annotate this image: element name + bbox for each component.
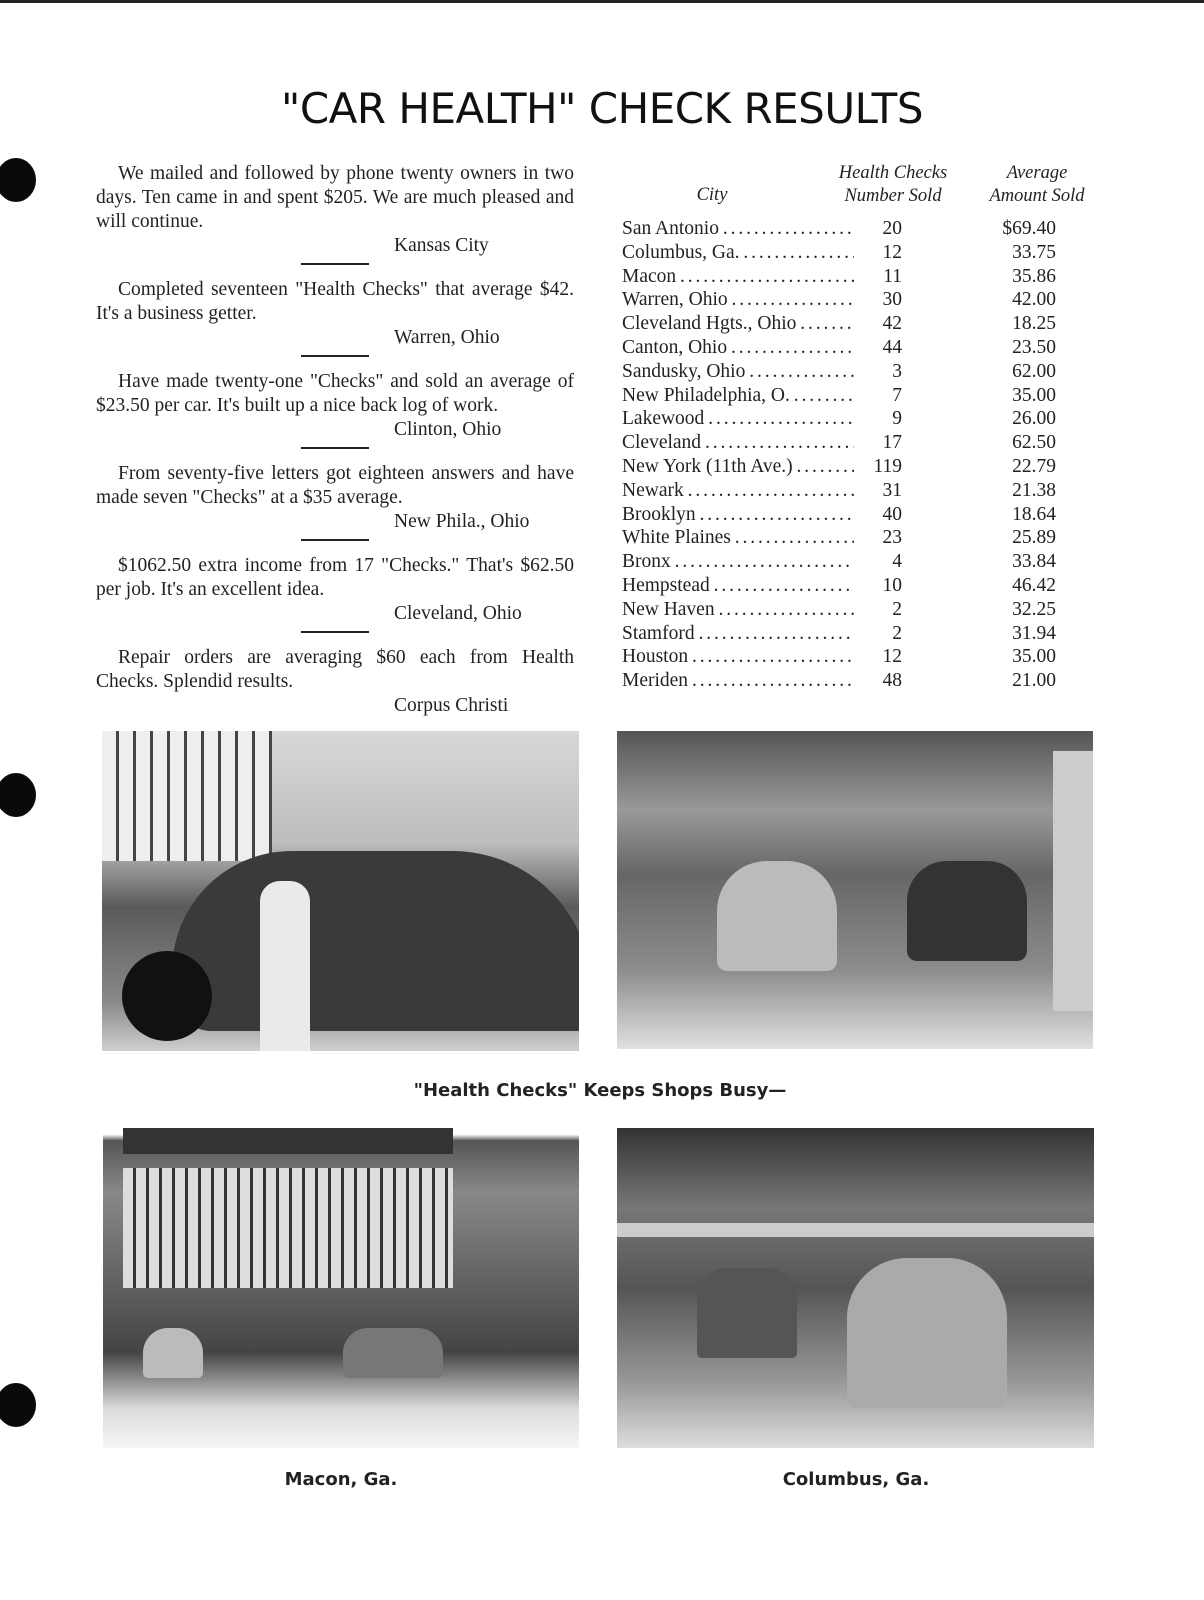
photo-garage-interior xyxy=(617,731,1093,1049)
table-row xyxy=(622,622,1102,646)
row-average-amount: 42.00 xyxy=(1012,289,1056,311)
testimonial-text: Have made twenty-one "Checks" and sold an average of $23.50 per car. It's built up a nice back log of work. xyxy=(96,371,574,416)
row-number-sold: 44 xyxy=(882,337,902,358)
row-number-sold: 48 xyxy=(882,670,902,692)
separator-rule xyxy=(301,631,369,633)
table-row xyxy=(622,574,1102,598)
row-average-amount: 21.00 xyxy=(1012,670,1056,692)
row-average-amount: 32.25 xyxy=(1012,598,1056,620)
row-average-amount: 25.89 xyxy=(1012,527,1056,549)
row-number-sold: 3 xyxy=(892,360,902,382)
row-city: Hempstead . . . xyxy=(622,574,854,598)
row-city: Columbus, Ga. . . . xyxy=(622,241,854,265)
table-row xyxy=(622,598,1102,622)
row-number-sold: 4 xyxy=(892,551,902,573)
page-title: "CAR HEALTH" CHECK RESULTS xyxy=(281,84,923,133)
punch-hole xyxy=(0,1383,36,1427)
testimonial-text: Repair orders are averaging $60 each from Health Checks. Splendid results. xyxy=(96,647,574,692)
photo-columbus-garage xyxy=(617,1128,1094,1448)
row-city: Macon . . . xyxy=(622,265,854,289)
row-number-sold: 119 xyxy=(873,456,902,477)
table-row xyxy=(622,241,1102,265)
testimonial-source: Clinton, Ohio xyxy=(394,419,502,440)
row-city: Cleveland Hgts., Ohio . . . xyxy=(622,312,854,336)
row-number-sold: 42 xyxy=(882,313,902,335)
row-average-amount: 35.00 xyxy=(1012,384,1056,406)
row-city: Brooklyn . . . xyxy=(622,503,854,527)
testimonial-source: Corpus Christi xyxy=(394,695,509,716)
row-number-sold: 31 xyxy=(882,479,902,501)
table-row xyxy=(622,384,1102,408)
table-row xyxy=(622,360,1102,384)
table-row xyxy=(622,550,1102,574)
header-city: City xyxy=(696,185,728,205)
separator-rule xyxy=(301,263,369,265)
punch-hole xyxy=(0,158,36,202)
row-average-amount: $69.40 xyxy=(1002,218,1056,239)
row-average-amount: 46.42 xyxy=(1012,575,1056,596)
photo-mechanic-with-car xyxy=(102,731,579,1051)
row-average-amount: 35.86 xyxy=(1012,265,1056,287)
row-average-amount: 33.75 xyxy=(1012,241,1056,263)
row-average-amount: 62.00 xyxy=(1012,360,1056,382)
row-number-sold: 7 xyxy=(892,384,902,406)
row-city: Stamford . . . xyxy=(622,622,854,646)
row-city: Cleveland . . . xyxy=(622,431,854,455)
row-city: Meriden . . . xyxy=(622,669,854,693)
row-number-sold: 20 xyxy=(882,218,902,239)
table-row xyxy=(622,312,1102,336)
caption-macon: Macon, Ga. xyxy=(284,1469,398,1490)
row-city: Lakewood . . . xyxy=(622,407,854,431)
table-row xyxy=(622,336,1102,360)
header-checks-2: Number Sold xyxy=(844,186,942,206)
table-row xyxy=(622,217,1102,241)
row-city: Sandusky, Ohio . . . xyxy=(622,360,854,384)
row-number-sold: 30 xyxy=(882,289,902,311)
testimonial-source: Warren, Ohio xyxy=(394,327,500,348)
row-average-amount: 33.84 xyxy=(1012,551,1056,573)
row-city: New Haven . . . xyxy=(622,598,854,622)
photo-macon-motor-co xyxy=(103,1128,579,1448)
testimonial-source: Kansas City xyxy=(394,235,489,256)
testimonial-text: $1062.50 extra income from 17 "Checks." That's $62.50 per job. It's an excellent idea. xyxy=(96,555,574,600)
row-average-amount: 18.64 xyxy=(1012,503,1056,525)
row-city: Newark . . . xyxy=(622,479,854,503)
row-average-amount: 23.50 xyxy=(1012,337,1056,358)
testimonials-column xyxy=(96,162,574,718)
row-city: New York (11th Ave.) . . . xyxy=(622,455,854,479)
row-city: White Plaines . . . xyxy=(622,526,854,550)
table-row xyxy=(622,407,1102,431)
row-average-amount: 35.00 xyxy=(1012,646,1056,668)
row-average-amount: 18.25 xyxy=(1012,313,1056,335)
row-city: Houston . . . xyxy=(622,645,854,669)
page-top-border xyxy=(0,0,1204,3)
caption-columbus: Columbus, Ga. xyxy=(782,1469,930,1490)
separator-rule xyxy=(301,355,369,357)
table-row xyxy=(622,455,1102,479)
row-number-sold: 10 xyxy=(882,575,902,596)
testimonial-text: We mailed and followed by phone twenty owners in two days. Ten came in and spent $205. We are much pleased and will continue. xyxy=(96,163,574,232)
row-number-sold: 12 xyxy=(882,646,902,668)
table-row xyxy=(622,431,1102,455)
row-average-amount: 31.94 xyxy=(1012,622,1056,644)
table-row xyxy=(622,526,1102,550)
table-row xyxy=(622,645,1102,669)
row-number-sold: 23 xyxy=(882,527,902,549)
row-average-amount: 26.00 xyxy=(1012,408,1056,430)
punch-hole xyxy=(0,773,36,817)
row-number-sold: 2 xyxy=(892,598,902,620)
table-row xyxy=(622,669,1102,693)
row-city: New Philadelphia, O. . . . xyxy=(622,384,854,408)
table-row xyxy=(622,265,1102,289)
testimonial-source: Cleveland, Ohio xyxy=(394,603,522,624)
separator-rule xyxy=(301,447,369,449)
row-number-sold: 9 xyxy=(892,408,902,430)
row-number-sold: 11 xyxy=(883,265,902,287)
header-avg-1: Average xyxy=(1006,163,1068,183)
header-avg-2: Amount Sold xyxy=(989,186,1085,206)
row-number-sold: 40 xyxy=(882,503,902,525)
row-city: Canton, Ohio . . . xyxy=(622,336,854,360)
testimonial-text: From seventy-five letters got eighteen answers and have made seven "Checks" at a $35 average. xyxy=(96,463,574,508)
row-average-amount: 21.38 xyxy=(1012,479,1056,501)
testimonial-text: Completed seventeen "Health Checks" that average $42. It's a business getter. xyxy=(96,279,574,324)
row-city: San Antonio . . . xyxy=(622,217,854,241)
table-row xyxy=(622,503,1102,527)
row-average-amount: 62.50 xyxy=(1012,432,1056,454)
row-number-sold: 12 xyxy=(882,241,902,263)
caption-middle: "Health Checks" Keeps Shops Busy— xyxy=(413,1080,787,1101)
table-row xyxy=(622,288,1102,312)
row-average-amount: 22.79 xyxy=(1012,456,1056,477)
table-row xyxy=(622,479,1102,503)
row-number-sold: 17 xyxy=(882,432,902,454)
testimonial-source: New Phila., Ohio xyxy=(394,511,530,532)
row-city: Bronx . . . xyxy=(622,550,854,574)
header-checks-1: Health Checks xyxy=(838,163,948,183)
row-city: Warren, Ohio . . . xyxy=(622,288,854,312)
separator-rule xyxy=(301,539,369,541)
row-number-sold: 2 xyxy=(892,622,902,644)
